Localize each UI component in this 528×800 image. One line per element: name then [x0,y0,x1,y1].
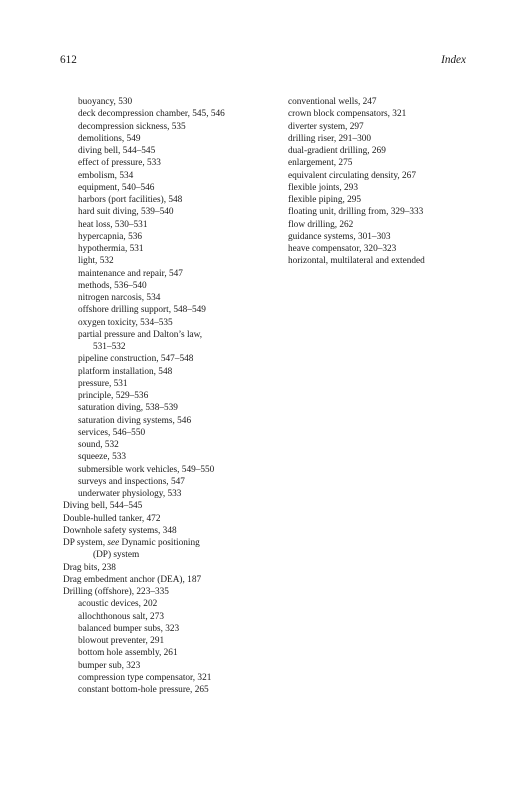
index-entry: compression type compensator, 321 [78,672,212,683]
index-entry: Diving bell, 544–545 [63,501,143,512]
cross-reference-target: Dynamic positioning [119,538,200,548]
index-entry: hypercapnia, 536 [78,231,143,242]
index-entry: harbors (port facilities), 548 [78,195,183,205]
index-entry: guidance systems, 301–303 [288,231,391,242]
index-entry: equivalent circulating density, 267 [288,170,416,181]
index-entry: floating unit, drilling from, 329–333 [288,207,424,218]
index-entry: partial pressure and Dalton’s law, [78,329,203,340]
index-entry: decompression sickness, 535 [78,121,186,132]
index-entry: pressure, 531 [78,378,128,389]
index-entry: heave compensator, 320–323 [288,244,397,254]
index-entry: pipeline construction, 547–548 [78,354,194,365]
index-column-left [63,96,268,696]
index-entry: constant bottom-hole pressure, 265 [78,685,209,695]
index-entry: hard suit diving, 539–540 [78,207,174,218]
index-entry: 531–532 [93,342,126,352]
index-entry: acoustic devices, 202 [78,599,158,610]
index-entry: maintenance and repair, 547 [78,268,183,279]
index-entry: diving bell, 544–545 [78,146,156,156]
index-entry: bottom hole assembly, 261 [78,648,178,659]
index-entry: underwater physiology, 533 [78,489,182,499]
index-entry: horizontal, multilateral and extended [288,256,425,267]
running-title: Index [441,54,466,66]
index-entry: hypothermia, 531 [78,244,144,254]
index-entry: allochthonous salt, 273 [78,611,164,622]
index-entry: Downhole safety systems, 348 [63,525,177,536]
index-entry: (DP) system [93,550,140,561]
index-entry: oxygen toxicity, 534–535 [78,317,173,328]
index-entry: Drilling (offshore), 223–335 [63,587,169,597]
page-number: 612 [60,54,77,66]
index-entry: platform installation, 548 [78,366,173,377]
index-entry: flexible joints, 293 [288,182,358,193]
index-entry [63,537,268,549]
index-entry: submersible work vehicles, 549–550 [78,464,215,475]
index-entry: Drag bits, 238 [63,562,116,573]
index-entry: bumper sub, 323 [78,660,141,671]
index-entry: conventional wells, 247 [288,97,377,107]
index-entry: squeeze, 533 [78,452,127,463]
index-column-right [288,96,493,268]
index-entry: saturation diving systems, 546 [78,415,192,426]
page-header [60,52,466,68]
see-reference: see [107,538,120,548]
index-entry: diverter system, 297 [288,121,364,132]
index-entry: light, 532 [78,256,114,267]
index-entry: sound, 532 [78,440,119,450]
index-entry: balanced bumper subs, 323 [78,623,180,634]
index-entry: equipment, 540–546 [78,182,155,193]
index-entry: saturation diving, 538–539 [78,403,178,414]
index-entry: enlargement, 275 [288,158,353,169]
index-entry-text: DP system, [63,538,108,548]
index-entry: surveys and inspections, 547 [78,476,185,487]
index-entry: drilling riser, 291–300 [288,133,372,144]
index-entry: flexible piping, 295 [288,195,362,205]
index-entry: methods, 536–540 [78,280,147,291]
index-entry: demolitions, 549 [78,133,141,144]
index-entry: principle, 529–536 [78,391,149,401]
index-entry: Double-hulled tanker, 472 [63,513,161,524]
index-entry: crown block compensators, 321 [288,109,407,120]
index-entry: effect of pressure, 533 [78,158,161,169]
index-entry: services, 546–550 [78,427,146,438]
index-entry: Drag embedment anchor (DEA), 187 [63,574,202,585]
index-entry: deck decompression chamber, 545, 546 [78,109,225,120]
index-entry: flow drilling, 262 [288,219,354,230]
index-entry: nitrogen narcosis, 534 [78,293,161,303]
index-entry: heat loss, 530–531 [78,219,148,230]
index-entry: offshore drilling support, 548–549 [78,305,206,316]
index-entry: dual-gradient drilling, 269 [288,146,386,156]
index-entry: blowout preventer, 291 [78,636,165,646]
index-entry: buoyancy, 530 [78,97,133,107]
index-entry: embolism, 534 [78,170,134,181]
